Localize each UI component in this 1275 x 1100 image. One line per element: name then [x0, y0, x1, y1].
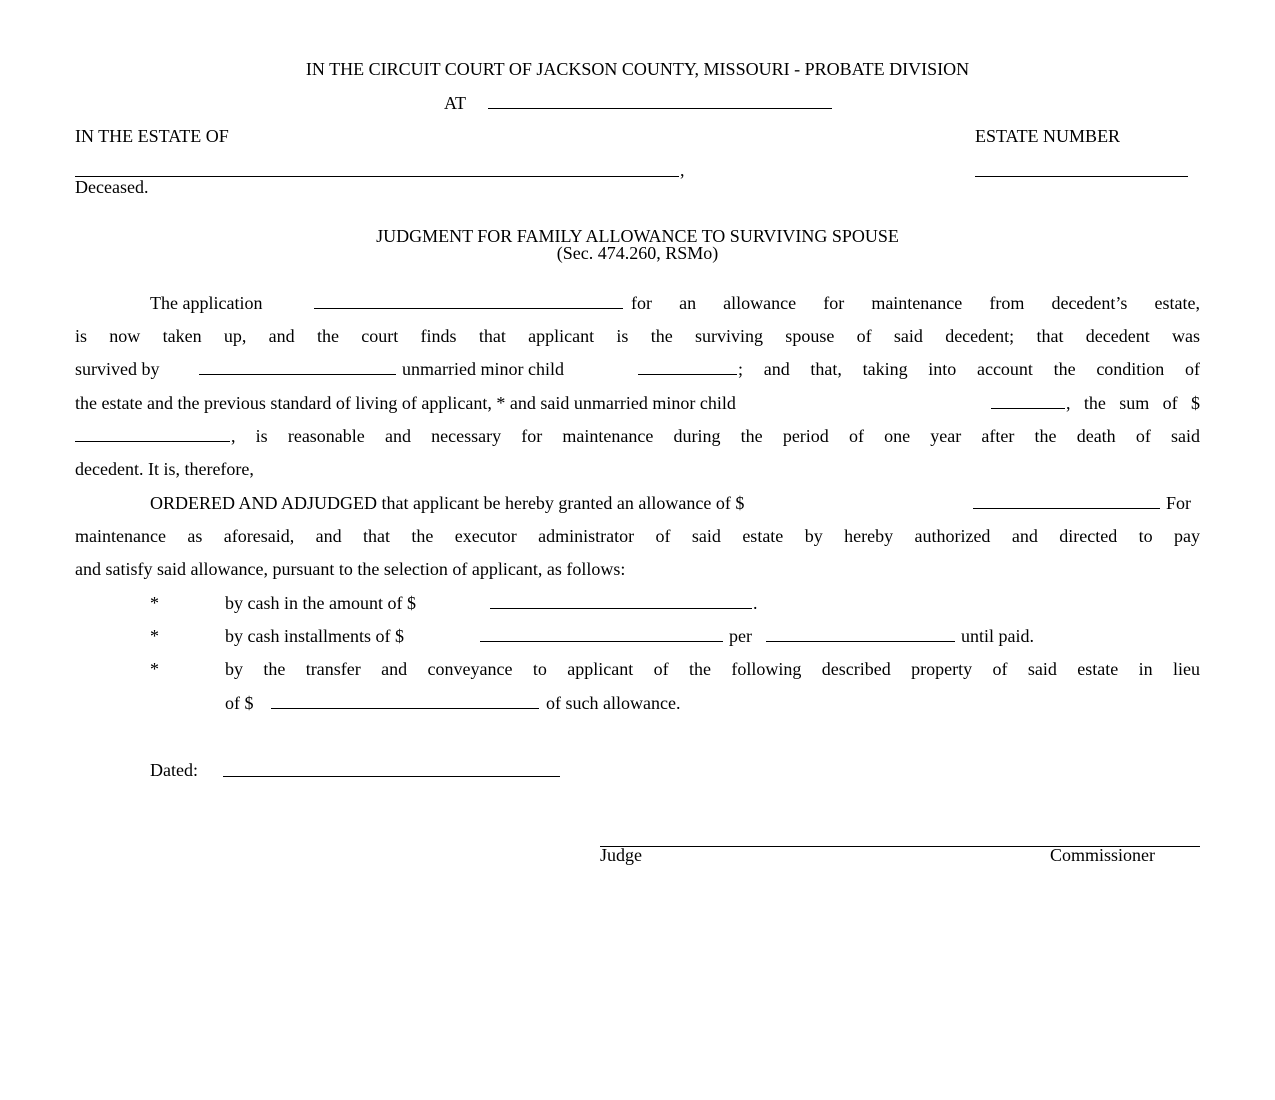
deceased-label: Deceased. — [75, 177, 149, 197]
court-title: IN THE CIRCUIT COURT OF JACKSON COUNTY, MISSOURI - PROBATE DIVISION — [305, 59, 970, 79]
p2-line1-end: For — [1166, 493, 1192, 513]
estate-number-label: ESTATE NUMBER — [975, 126, 1121, 146]
option-2-per: per — [729, 626, 752, 646]
estate-number-field[interactable] — [975, 176, 1188, 177]
option-1-period: . — [753, 593, 758, 613]
option-3-line2-end: of such allowance. — [546, 693, 681, 713]
cash-amount-field[interactable] — [490, 608, 752, 609]
allowance-amount-field[interactable] — [973, 508, 1160, 509]
p2-line3: and satisfy said allowance, pursuant to the selection of applicant, as follows: — [75, 559, 626, 579]
option-2-until: until paid. — [961, 626, 1034, 646]
at-label: AT — [444, 93, 466, 113]
applicant-name-field[interactable] — [314, 308, 623, 309]
option-3-line1: by the transfer and conveyance to applicant of the following described property of said estate in lieu — [225, 659, 1200, 679]
sum-amount-field[interactable] — [75, 441, 230, 442]
p1-line5: , is reasonable and necessary for maintenance during the period of one year after the death of said — [231, 426, 1200, 446]
estate-of-label: IN THE ESTATE OF — [75, 126, 229, 146]
p1-line6: decedent. It is, therefore, — [75, 459, 254, 479]
survived-by-field[interactable] — [199, 374, 396, 375]
p2-line2: maintenance as aforesaid, and that the executor administrator of said estate by hereby authorized and directed to pay — [75, 526, 1200, 546]
p1-line2: is now taken up, and the court finds that applicant is the surviving spouse of said decedent; that decedent was — [75, 326, 1200, 346]
option-1-text: by cash in the amount of $ — [225, 593, 416, 613]
statute-reference: (Sec. 474.260, RSMo) — [556, 243, 719, 263]
at-location-field[interactable] — [488, 108, 832, 109]
property-value-field[interactable] — [271, 708, 539, 709]
name-comma: , — [680, 160, 685, 180]
p1-line1-end: for an allowance for maintenance from decedent’s estate, — [631, 293, 1200, 313]
installment-amount-field[interactable] — [480, 641, 723, 642]
installment-period-field[interactable] — [766, 641, 955, 642]
option-3-bullet: * — [150, 659, 159, 679]
decedent-name-field[interactable] — [75, 176, 679, 177]
option-1-bullet: * — [150, 593, 159, 613]
p1-line4-end: , the sum of $ — [1066, 393, 1200, 413]
option-2-bullet: * — [150, 626, 159, 646]
dated-label: Dated: — [150, 760, 198, 780]
p1-line3-mid: unmarried minor child — [402, 359, 564, 379]
commissioner-label: Commissioner — [1050, 845, 1156, 865]
p1-line3-start: survived by — [75, 359, 160, 379]
judge-label: Judge — [600, 845, 642, 865]
p1-line1-start: The application — [150, 293, 263, 313]
p2-line1-start: ORDERED AND ADJUDGED that applicant be hereby granted an allowance of $ — [150, 493, 745, 513]
child-suffix-field[interactable] — [638, 374, 737, 375]
date-field[interactable] — [223, 776, 560, 777]
p1-line3-end: ; and that, taking into account the condition of — [738, 359, 1200, 379]
p1-line4-start: the estate and the previous standard of living of applicant, * and said unmarried minor child — [75, 393, 736, 413]
document-title: JUDGMENT FOR FAMILY ALLOWANCE TO SURVIVING SPOUSE — [376, 226, 899, 246]
option-3-line2-start: of $ — [225, 693, 254, 713]
option-2-text: by cash installments of $ — [225, 626, 404, 646]
minor-child-suffix-field[interactable] — [991, 408, 1065, 409]
